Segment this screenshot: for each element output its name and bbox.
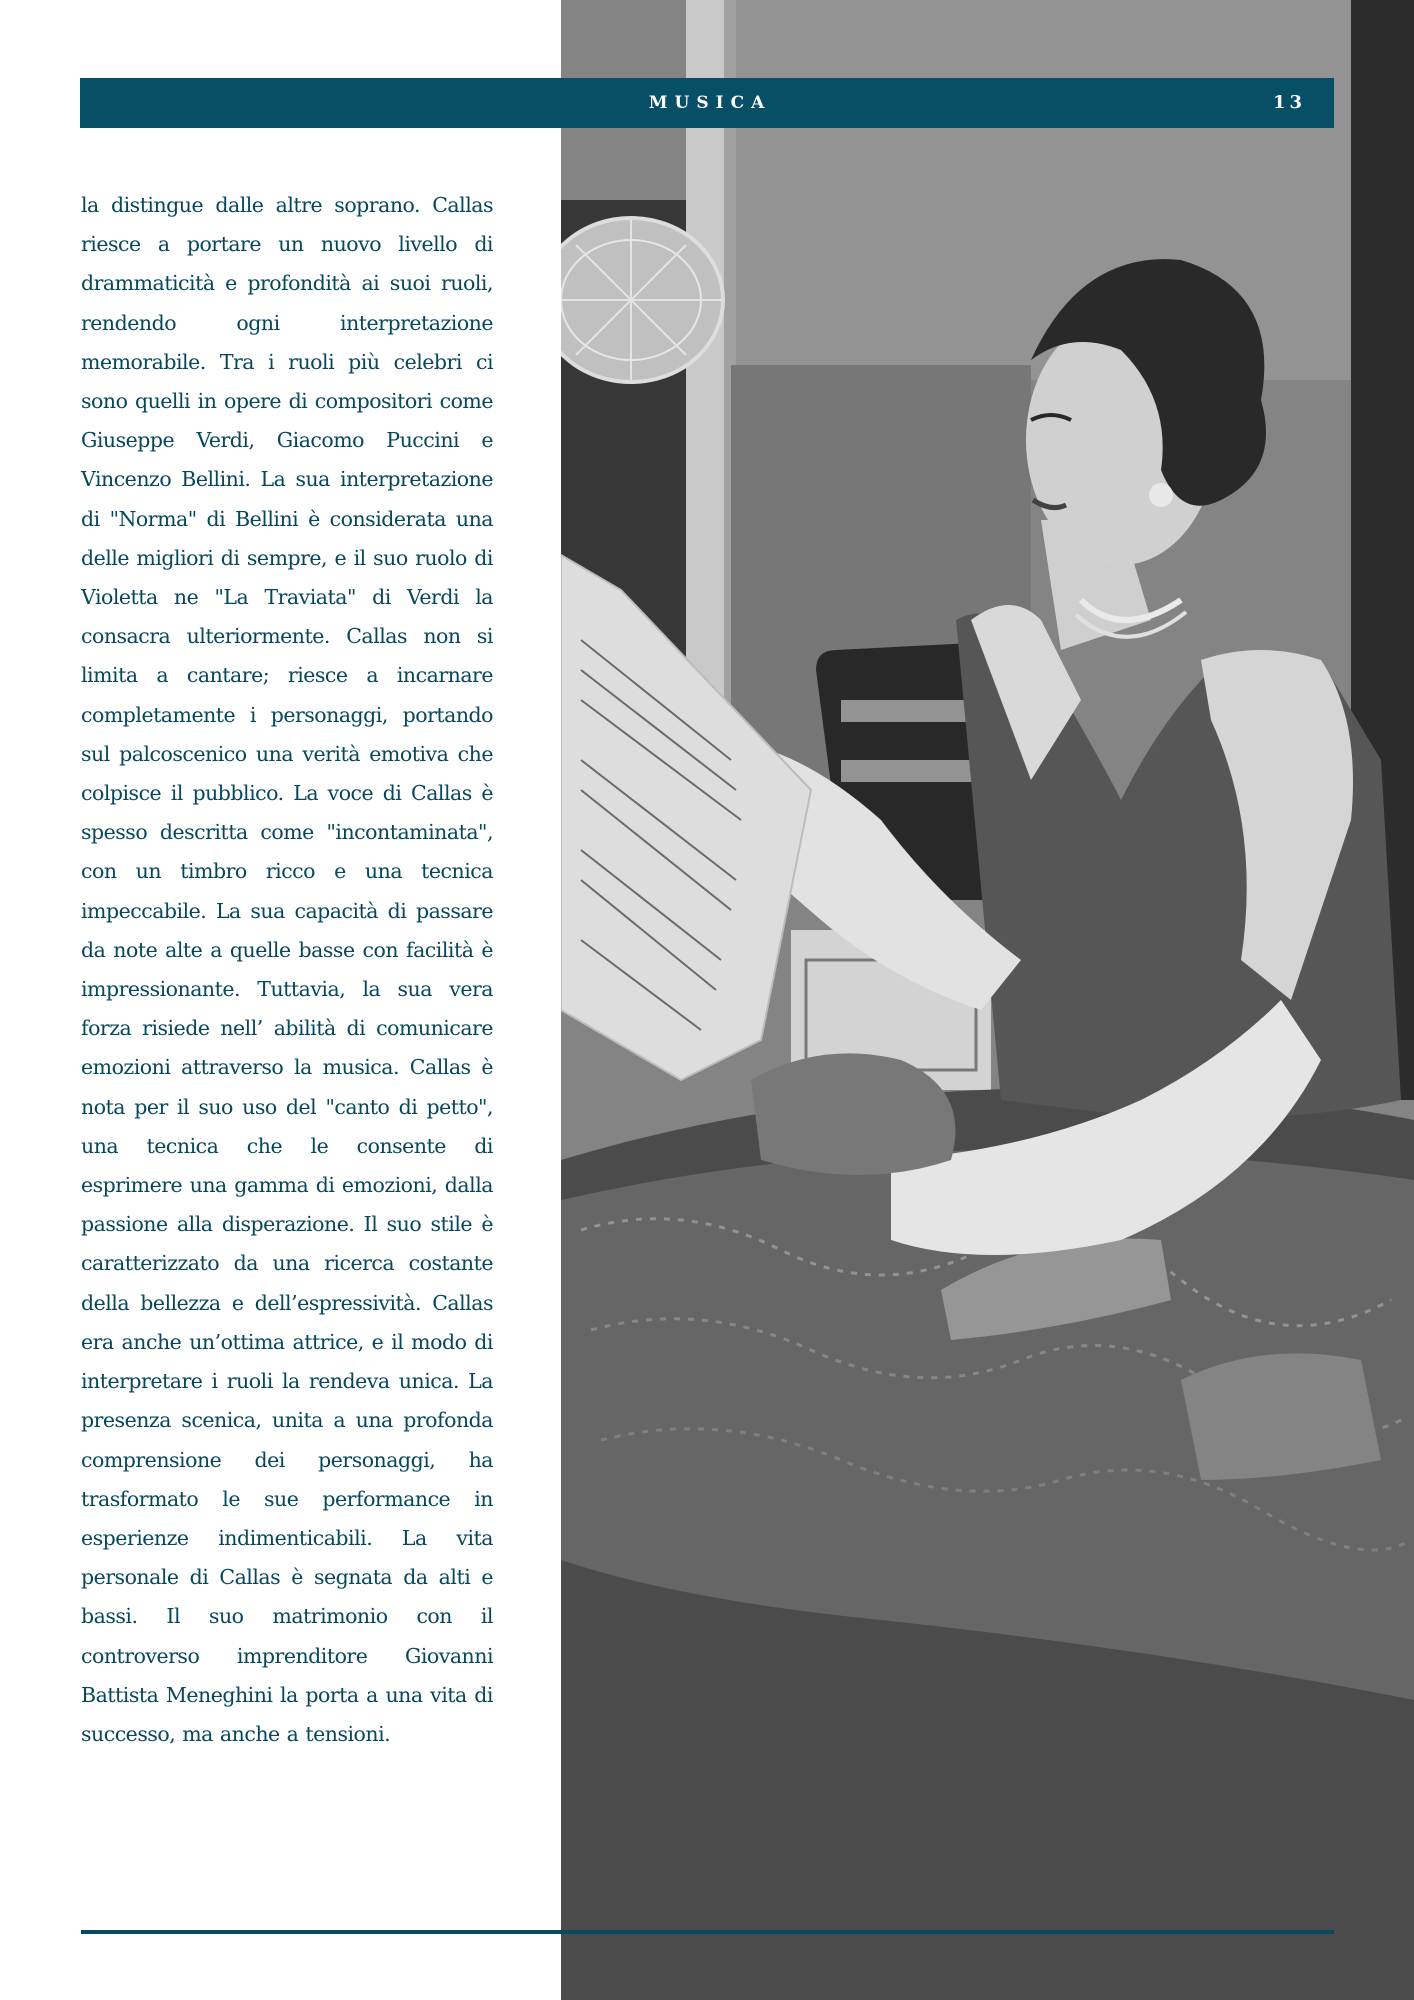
photo-singer-reading-score: [561, 0, 1414, 2000]
photo-illustration: [561, 0, 1414, 2000]
body-paragraph: la distingue dalle altre soprano. Callas riesce a portare un nuovo livello di drammaticità e profondità ai suoi ruoli, rendendo ogni interpretazione memorabile. Tra i ruoli più celebri ci sono quelli in opere di compositori come Giuseppe Verdi, Giacomo Puccini e Vincenzo Bellini. La sua interpretazione di "Norma" di Bellini è considerata una delle migliori di sempre, e il suo ruolo di Violetta ne "La Traviata" di Verdi la consacra ulteriormente. Callas non si limita a cantare; riesce a incarnare completamente i personaggi, portando sul palcoscenico una verità emotiva che colpisce il pubblico. La voce di Callas è spesso descritta come "incontaminata", con un timbro ricco e una tecnica impeccabile. La sua capacità di passare da note alte a quelle basse con facilità è impressionante. Tuttavia, la sua vera forza risiede nell’ abilità di comunicare emozioni attraverso la musica. Callas è nota per il suo uso del "canto di petto", una tecnica che le consente di esprimere una gamma di emozioni, dalla passione alla disperazione. Il suo stile è caratterizzato da una ricerca costante della bellezza e dell’espressività. Callas era anche un’ottima attrice, e il modo di interpretare i ruoli la rendeva unica. La presenza scenica, unita a una profonda comprensione dei personaggi, ha trasformato le sue performance in esperienze indimenticabili. La vita personale di Callas è segnata da alti e bassi. Il suo matrimonio con il controverso imprenditore Giovanni Battista Meneghini la porta a una vita di successo, ma anche a tensioni.: [81, 193, 493, 1746]
footer-divider: [81, 1930, 1334, 1934]
header-band: [80, 78, 1334, 128]
section-title: MUSICA: [648, 93, 772, 113]
page-number: 13: [1272, 92, 1306, 113]
